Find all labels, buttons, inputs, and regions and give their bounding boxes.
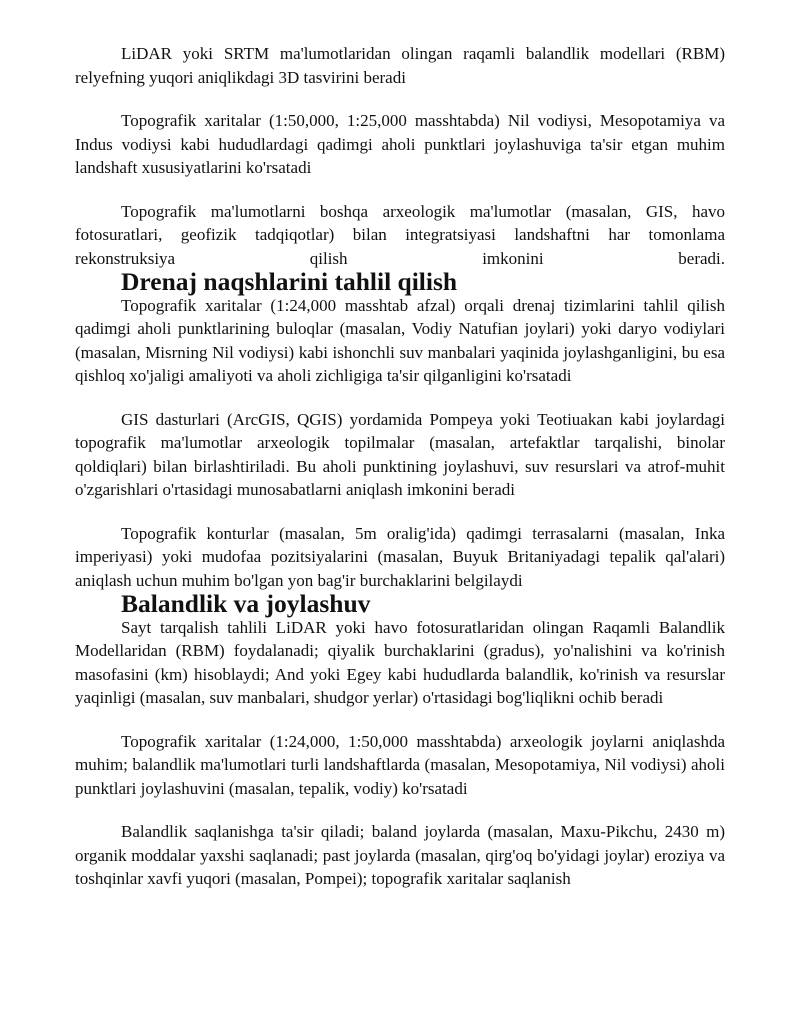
section-heading-elevation: Balandlik va joylashuv [121,589,371,618]
paragraph-gis: GIS dasturlari (ArcGIS, QGIS) yordamida Pompeya yoki Teotiuakan kabi joylardagi topografik ma'lumotlar arxeologik topilmalar (masalan, artefaktlar tarqalishi, binolar qoldiqlari) bilan birlashtiriladi. Bu aholi punktining joylashuvi, suv resurslari va atrof-muhit o'zgarishlari o'rtasidagi munosabatlarni aniqlash imkonini beradi [75,409,725,499]
paragraph-topographic-maps: Topografik xaritalar (1:50,000, 1:25,000 masshtabda) Nil vodiysi, Mesopotamiya va Indus vodiysi kabi hududlardagi qadimgi aholi punktlari joylashuviga ta'sir etgan muhim landshaft xususiyatlarini ko'rsatadi [75,111,725,177]
paragraph-contours: Topografik konturlar (masalan, 5m oralig'ida) qadimgi terrasalarni (masalan, Inka imperiyasi) yoki mudofaa pozitsiyalarini (masalan, Buyuk Britaniyadagi tepalik qal'alari) aniqlash uchun muhim bo'lgan yon bag'ir burchaklarini belgilaydi [75,523,725,590]
paragraph-site-distribution: Sayt tarqalish tahlili LiDAR yoki havo fotosuratlaridan olingan Raqamli Balandlik Modellaridan (RBM) foydalanadi; qiyalik burchaklarini (gradus), yo'nalishini va ko'rinish masofasini (km) hisoblaydi; And yoki Egey kabi hududlarda balandlik, ko'rinish va resurslar yaqinligi (masalan, suv manbalari, shudgor yerlar) o'rtasidagi bog'liqlikni ochib beradi [75,617,725,707]
paragraph-integration: Topografik ma'lumotlarni boshqa arxeologik ma'lumotlar (masalan, GIS, havo fotosuratlari, geofizik tadqiqotlar) bilan integratsiyasi landshaftni har tomonlama rekonstruksiya qilish imkonini beradi. [75,201,725,268]
paragraph-drainage-analysis: Topografik xaritalar (1:24,000 masshtab afzal) orqali drenaj tizimlarini tahlil qilish qadimgi aholi punktlarining buloqlar (masalan, Vodiy Natufian joylari) yoki daryo vodiylari (masalan, Misrning Nil vodiysi) kabi ishonchli suv manbalari yaqinida joylashganligini, bu esa qishloq xo'jaligi amaliyoti va aholi zichligiga ta'sir qilganligini ko'rsatadi [75,295,725,385]
paragraph-dem: LiDAR yoki SRTM ma'lumotlaridan olingan raqamli balandlik modellari (RBM) relyefning yuqori aniqlikdagi 3D tasvirini beradi [75,44,725,87]
paragraph-preservation: Balandlik saqlanishga ta'sir qiladi; baland joylarda (masalan, Maxu-Pikchu, 2430 m) organik moddalar yaxshi saqlanadi; past joylarda (masalan, qirg'oq bo'yidagi joylar) eroziya va toshqinlar xavfi yuqori (masalan, Pompei); topografik xaritalar saqlanish [75,822,725,888]
document-page [75,42,725,891]
section-heading-drainage: Drenaj naqshlarini tahlil qilish [121,267,458,296]
paragraph-elevation-maps: Topografik xaritalar (1:24,000, 1:50,000 masshtabda) arxeologik joylarni aniqlashda muhim; balandlik ma'lumotlari turli landshaftlarda (masalan, Mesopotamiya, Nil vodiysi) aholi punktlari joylashuvini (masalan, tepalik, vodiy) ko'rsatadi [75,731,725,798]
